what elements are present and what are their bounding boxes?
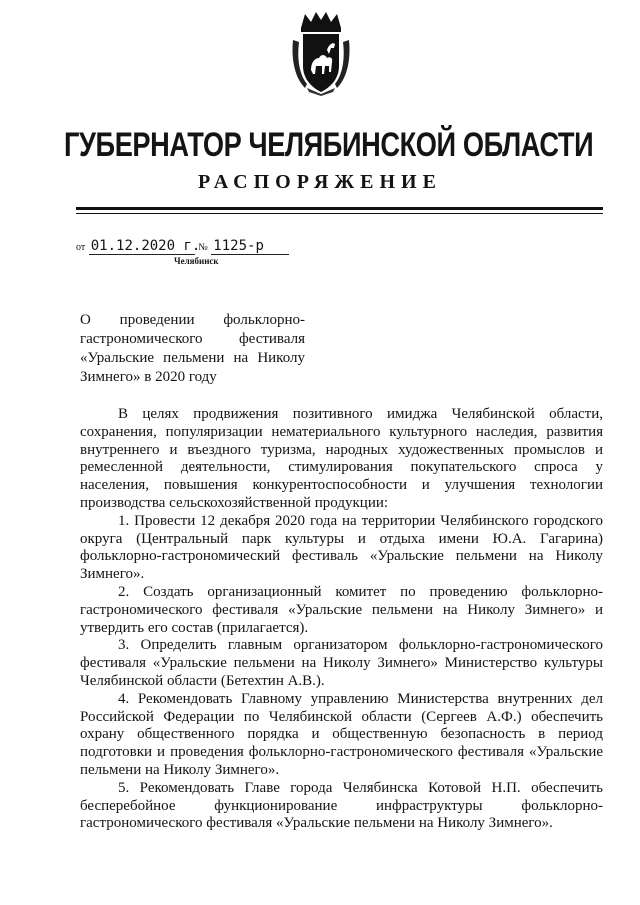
- coat-of-arms-icon: [291, 10, 351, 96]
- city: Челябинск: [174, 256, 219, 266]
- number-prefix: №: [198, 242, 208, 253]
- intro-paragraph: В целях продвижения позитивного имиджа Челябинской области, сохранения, популяризации нематериального культурного наследия, развития внутреннего и въездного туризма, народных художественных промыслов и ремесленной деятельности, стимулирования покупательского спроса у населения, повышения конкурентоспособности и улучшения технологии производства сельскохозяйственной продукции:: [80, 406, 603, 511]
- item-5: 5. Рекомендовать Главе города Челябинска Котовой Н.П. обеспечить бесперебойное функционирование инфраструктуры фольклорно-гастрономического фестиваля «Уральские пельмени на Николу Зимнего».: [80, 779, 603, 832]
- subject-line: О проведении фольклорно-: [80, 312, 305, 328]
- header-rule-thin: [76, 213, 603, 214]
- item-4: 4. Рекомендовать Главному управлению Министерства внутренних дел Российской Федерации по Челябинской области (Сергеев А.Ф.) обеспечить охрану общественного порядка и общественную безопасность в период подготовки и проведения фольклорно-гастрономического фестиваля «Уральские пельмени на Николу Зимнего».: [80, 690, 603, 778]
- document-number: 1125-р: [211, 238, 289, 255]
- date-number-line: [76, 238, 289, 255]
- header-rule-thick: [76, 207, 603, 210]
- document-date: 01.12.2020 г.: [90, 238, 201, 254]
- subject-line: гастрономического фестиваля: [80, 331, 305, 347]
- document-type: РАСПОРЯЖЕНИЕ: [198, 171, 442, 193]
- governor-title: ГУБЕРНАТОР ЧЕЛЯБИНСКОЙ ОБЛАСТИ: [64, 126, 594, 164]
- subject-line: Зимнего» в 2020 году: [80, 369, 217, 385]
- item-1: 1. Провести 12 декабря 2020 года на территории Челябинского городского округа (Центральный парк культуры и отдыха имени Ю.А. Гагарина) фольклорно-гастрономический фестиваль «Уральские пельмени на Николу Зимнего».: [80, 512, 603, 583]
- item-3: 3. Определить главным организатором фольклорно-гастрономического фестиваля «Уральские пельмени на Николу Зимнего» Министерство культуры Челябинской области (Бетехтин А.В.).: [80, 637, 603, 689]
- subject-line: «Уральские пельмени на Николу: [80, 350, 305, 366]
- document-body: [80, 406, 603, 833]
- from-prefix: от: [76, 242, 86, 253]
- item-2: 2. Создать организационный комитет по проведению фольклорно-гастрономического фестиваля «Уральские пельмени на Николу Зимнего» и утвердить его состав (прилагается).: [80, 583, 603, 636]
- document-subject: [80, 311, 305, 387]
